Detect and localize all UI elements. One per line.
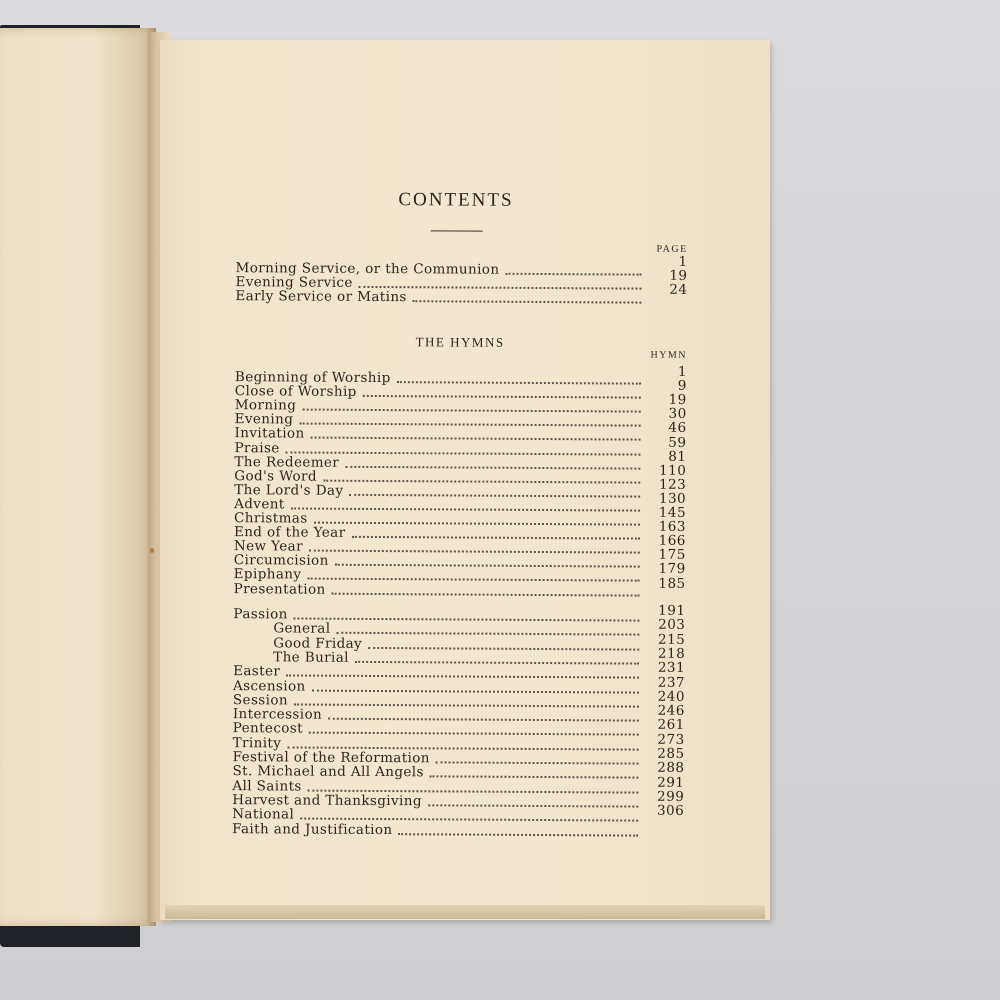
entry-label: Festival of the Reformation (232, 749, 430, 767)
leader-dots (309, 731, 639, 736)
hymns-heading: THE HYMNS (415, 334, 505, 350)
leader-dots (397, 380, 641, 384)
entry-number: 218 (657, 645, 686, 662)
leader-dots (368, 646, 639, 651)
leader-dots (309, 549, 640, 554)
entry-label: All Saints (232, 777, 302, 795)
entry-label: Evening Service (235, 274, 353, 291)
entry-label: Advent (234, 496, 285, 513)
leader-dots (302, 408, 640, 413)
entry-label: Trinity (232, 734, 282, 752)
leader-dots (336, 631, 639, 636)
leader-dots (323, 478, 640, 483)
entry-label: Evening (234, 411, 294, 428)
paper-spot (150, 548, 154, 553)
leader-dots (436, 760, 639, 764)
entry-number: 9 (677, 377, 687, 394)
entry-number: 1 (677, 363, 687, 380)
entry-number: 288 (657, 760, 685, 777)
leader-dots (332, 591, 640, 596)
hymn-column-header: HYMN (650, 349, 688, 361)
entry-number: 123 (658, 476, 687, 493)
entry-number: 240 (657, 688, 686, 705)
entry-number: 179 (658, 561, 686, 578)
leader-dots (363, 394, 641, 399)
entry-label: Morning (234, 397, 297, 414)
leader-dots (291, 506, 640, 511)
entry-number: 285 (657, 745, 685, 762)
entry-number: 273 (657, 731, 685, 748)
entry-label: Circumcision (233, 552, 329, 569)
entry-label: Morning Service, or the Communion (235, 260, 500, 278)
entry-label: The Redeemer (234, 453, 340, 471)
leader-dots (349, 493, 640, 498)
page-column-header: PAGE (656, 243, 688, 255)
entry-number: 291 (657, 774, 685, 791)
entry-label: New Year (233, 538, 304, 555)
leader-dots (413, 299, 642, 303)
entry-number: 166 (658, 532, 686, 550)
entry-label: Ascension (232, 677, 306, 695)
contents-entry (233, 575, 686, 600)
entry-number: 215 (657, 631, 686, 648)
entry-number: 191 (658, 602, 686, 619)
leader-dots (335, 563, 640, 568)
entry-label: Session (232, 691, 289, 709)
leader-dots (299, 422, 640, 427)
entry-number: 1 (678, 253, 688, 270)
leader-dots (294, 616, 640, 621)
entry-number: 81 (668, 448, 687, 465)
entry-number: 237 (657, 674, 686, 691)
entry-label: General (273, 620, 331, 638)
entry-label: Faith and Justification (232, 820, 393, 838)
leader-dots (430, 775, 639, 779)
entry-number: 24 (669, 281, 688, 298)
leader-dots (328, 717, 639, 722)
entry-label: End of the Year (233, 524, 346, 541)
entry-number: 19 (668, 391, 687, 409)
left-page (0, 28, 156, 926)
entry-label: Invitation (234, 425, 305, 442)
entry-label: Early Service or Matins (235, 288, 407, 306)
leader-dots (505, 272, 641, 276)
entry-number: 185 (658, 575, 686, 592)
entry-label: St. Michael and All Angels (232, 763, 424, 781)
contents-title: CONTENTS (398, 189, 514, 211)
entry-number: 19 (669, 267, 688, 284)
leader-dots (351, 535, 639, 540)
entry-label: God's Word (234, 467, 318, 485)
entry-number: 175 (658, 547, 686, 564)
entry-label: Close of Worship (234, 383, 357, 400)
entry-number: 246 (657, 702, 685, 719)
entry-number: 163 (658, 518, 687, 535)
leader-dots (307, 577, 639, 582)
entry-number: 30 (668, 406, 687, 423)
contents-entry (232, 822, 684, 840)
leader-dots (398, 832, 638, 836)
entry-number: 261 (657, 717, 685, 734)
leader-dots (314, 521, 640, 526)
entry-number: 46 (668, 420, 687, 437)
entry-label: Beginning of Worship (234, 369, 391, 387)
leader-dots (345, 464, 640, 469)
entry-number: 203 (658, 617, 686, 634)
entry-label: Easter (233, 663, 281, 680)
entry-label: Pentecost (232, 720, 304, 737)
entry-label: Christmas (233, 510, 308, 527)
leader-dots (294, 702, 639, 707)
entry-label: Passion (233, 606, 288, 623)
entry-label: Harvest and Thanksgiving (232, 792, 422, 810)
entry-number: 306 (656, 802, 685, 820)
entry-number: 299 (657, 788, 685, 805)
leader-dots (311, 436, 641, 441)
title-rule (431, 230, 483, 231)
entry-label: The Burial (273, 649, 349, 666)
leader-dots (355, 660, 639, 665)
entry-number: 110 (659, 462, 687, 479)
entry-label: Intercession (232, 706, 323, 723)
contents-sheet (231, 0, 703, 1000)
entry-label: Epiphany (233, 566, 302, 583)
entry-label: Good Friday (273, 634, 363, 652)
entry-label: National (232, 806, 295, 823)
leader-dots (286, 674, 639, 679)
leader-dots (428, 803, 638, 807)
leader-dots (312, 688, 639, 693)
entry-label: Presentation (233, 580, 326, 598)
entry-number: 231 (657, 659, 686, 677)
entry-label: Praise (234, 439, 280, 456)
entry-label: The Lord's Day (234, 481, 344, 499)
entry-number: 145 (658, 504, 687, 521)
entry-number: 59 (668, 434, 687, 451)
entry-number: 130 (658, 490, 687, 507)
